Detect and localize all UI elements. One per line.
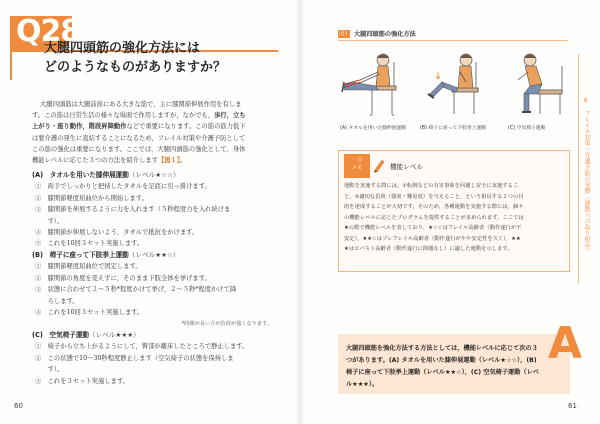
body-line-6-end: 。 [179,157,187,165]
figure-label: 図１ [338,31,349,37]
answer-text [346,343,546,391]
illustration-seated-leg-raise [420,48,492,118]
exercise-a [32,170,282,250]
caption-b: (B) 椅子に座って下肢挙上運動 [420,126,487,131]
exercise-b-step: ② 膝関節の角度を変えずに，そのまま下肢全体を挙げます。 [35,274,211,282]
exercise-c-title: (C) 空気椅子運動 [32,331,90,339]
illustration-air-chair [500,48,572,118]
question-title-line2: どのようなものがありますか？ [44,60,227,75]
figure-rule [338,40,568,41]
answer-line: つがあります。(A) タオルを用いた膝伸展運動（レベル★☆☆），(B) [346,357,537,364]
exercise-c-step: ② この状態で10〜30秒程度静止します（空気椅子の状態を保持しま [35,354,234,362]
exercise-a-step: ④ 膝関節が伸展しないよう，タオルで抵抗をかけます。 [35,229,199,237]
caption-a: (A) タオルを用いた膝伸展運動 [340,126,407,131]
memo-text [344,181,566,255]
memo-tag [344,154,370,178]
exercise-b-note: *時間が長い方が負荷が強くなります。 [181,321,272,328]
exercise-b-step: ろします。 [35,297,79,305]
body-bold-a: 歩行，立ち [214,112,246,120]
body-line-5: この筋の強化は重要になります。ここでは，大腿四頭筋の強化として，身体 [32,145,246,153]
figure-title: 大腿四頭筋の強化方法 [354,31,416,38]
memo-line: ★はロバスト高齢者（動作遂行に問題なし）に適した運動を示します。 [344,246,513,252]
body-line-2 [32,110,277,121]
side-chapter-label: フレイル対策・介護予防の実際〈運動への取り組み〉 [583,110,590,254]
exercise-a-heading [32,170,282,181]
exercise-b-heading [32,250,282,261]
book-gutter [296,0,304,424]
body-line-3-text: などで重要になります。この筋の筋力低下 [126,123,246,131]
exercise-a-title: (A) タオルを用いた膝伸展運動 [32,171,129,179]
memo-line: 安定），★★☆はプレフレイル高齢者（動作遂行がやや安定性を欠く），★★ [344,235,521,242]
exercise-b [32,250,282,331]
side-rule [578,54,579,284]
body-line-6 [32,155,277,166]
answer-line: ル★★★）。 [346,381,379,388]
exercise-c-step: ① 椅子から立ち上がるようにして，臀部が離床したところで静止します。 [35,343,249,351]
page-number-right: 61 [568,402,577,410]
memo-line: ★の数で機能レベルを表しており，★☆☆はフレイル高齢者（動作遂行が不 [344,225,522,231]
exercise-a-step: す）。 [35,217,64,225]
memo-pencil-icon [372,157,386,173]
page-number-left: 60 [14,402,23,410]
question-title [44,39,284,77]
exercise-a-step: ② 膝関節軽度屈曲位から開始します。 [35,194,148,202]
exercise-a-level: （レベル★☆☆） [128,171,180,179]
exercise-b-title: (B) 椅子に座って下肢挙上運動 [32,251,129,259]
exercise-c-step: す）。 [35,366,64,374]
illustration-towel-knee-extension [338,48,410,118]
memo-line: 運動を実施する際には，①転倒などの有害事象を回避し安全に実施するこ [344,183,519,189]
exercise-c [32,330,282,387]
exercise-a-step: ⑤ これを10回３セット実施します。 [35,240,144,248]
body-bold-b: 上がり・座り動作，階段昇降動作 [32,123,127,131]
answer-line: 椅子に座って下肢挙上運動（レベル★★☆），(C) 空気椅子運動（レベ [346,369,539,376]
question-number: Q28 [16,14,81,49]
exercise-a-step: ③ 膝関節を伸展するように力を入れます（５秒程度力を入れ続けま [35,206,231,214]
exercise-b-step: ④ これを10回３セット実施します。 [35,309,144,317]
body-line-3 [32,121,277,132]
question-title-line1: 大腿四頭筋の強化方法には [44,41,201,56]
exercise-b-step: ① 膝関節軽度屈曲位で固定します。 [35,263,142,271]
exercise-b-step: ③ 状態に合わせて２〜５秒*程度かけて挙げ，２〜５秒*程度かけて降 [35,286,237,294]
memo-line: の機能レベルに応じたプログラムを提供することが求められます。ここでは [344,214,524,221]
exercise-c-step: ③ これを３セット実施します。 [35,377,129,385]
exercise-b-level: （レベル★★☆） [128,251,180,259]
memo-tag-line1: 一言 [351,157,363,163]
caption-c: (C) 空気椅子運動 [508,126,546,131]
side-chapter-number: Ⅲ [584,98,588,104]
body-line-6-text: 機能レベルに応じた３つの方法を紹介します [32,157,158,165]
memo-tag-line2: メモ [351,165,363,171]
body-line-4: は要介護の発生に直結することになるため，フレイル対策や介護予防として [32,134,246,142]
figure-reference: 【図１】 [157,157,180,165]
memo-line: 的を達成することが大切です。そのため，各種運動を実施する際には，個々 [344,204,524,210]
answer-letter: A [548,318,583,369]
memo-line: と，②適切な負荷（強度・難易度）を与えること，という相反する２つの目 [344,193,524,200]
body-line-2-text: す。この筋は日常生活の様々な場面で作用しますが，なかでも， [32,112,215,120]
body-paragraph [32,99,277,166]
body-line-1: 大腿四頭筋は大腿前面にある大きな筋で，主に膝関節伸展作用を有しま [40,101,242,108]
answer-line: 大腿四頭筋を強化方法する方法としては，機能レベルに応じて次の３ [346,345,538,352]
exercise-c-level: （レベル★★★） [89,331,140,339]
exercise-c-heading [32,330,282,341]
exercise-a-step: ① 両手でしっかりと把持したタオルを足底に引っ掛けます。 [35,183,211,191]
memo-title: 機能レベル [390,163,423,171]
